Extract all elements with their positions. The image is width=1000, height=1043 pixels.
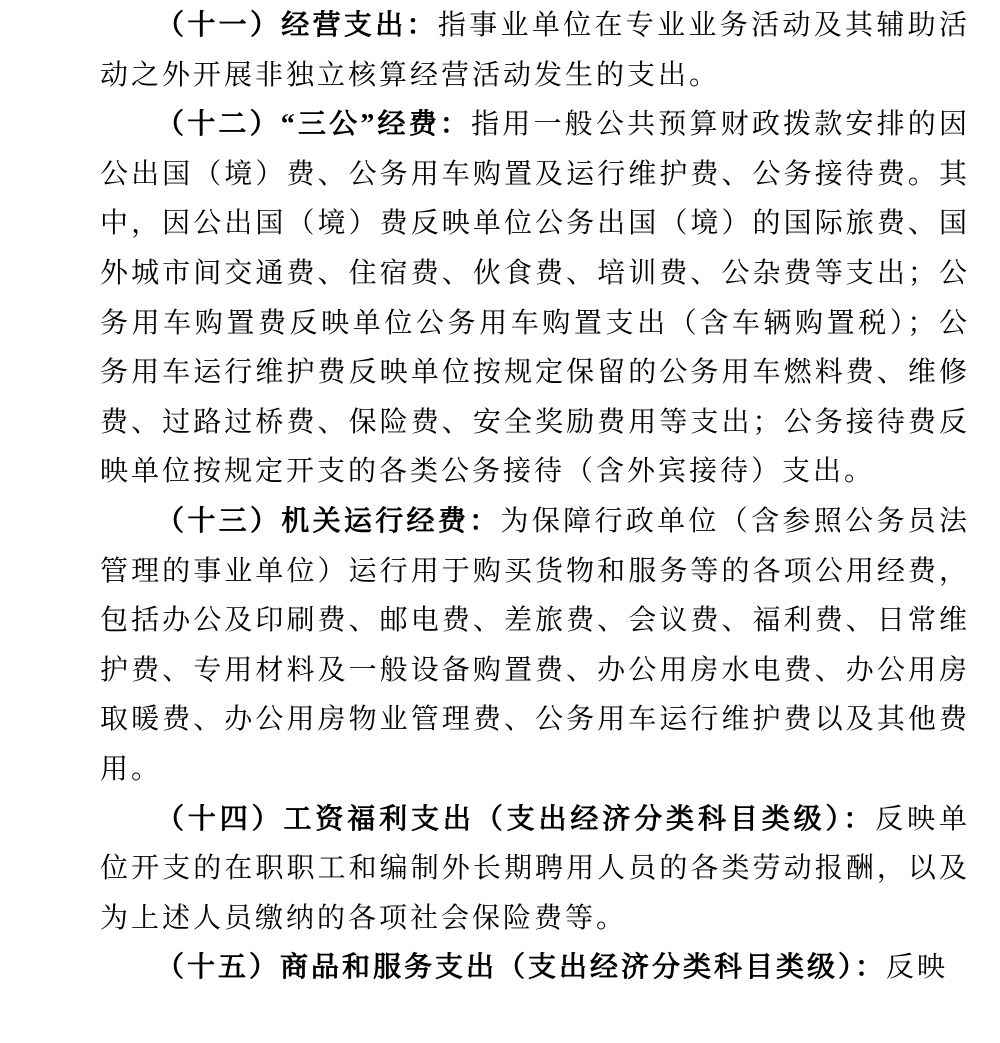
paragraph-heading: （十四）工资福利支出（支出经济分类科目类级）： <box>156 803 876 835</box>
paragraph-heading: （十三）机关运行经费： <box>156 505 501 537</box>
paragraph-body: 反映 <box>886 952 949 984</box>
paragraph-heading: （十五）商品和服务支出（支出经济分类科目类级）： <box>156 952 887 984</box>
paragraph-body: 为保障行政单位（含参照公务员法管理的事业单位）运行用于购买货物和服务等的各项公用经费，包括办公及印刷费、邮电费、差旅费、会议费、福利费、日常维护费、专用材料及一般设备购置费、办公用房水电费、办公用房取暖费、办公用房物业管理费、公务用车运行维护费以及其他费用。 <box>100 505 970 785</box>
paragraph-heading: （十一）经营支出： <box>156 10 438 41</box>
paragraph-body: 指事业单位在专业业务活动及其辅助活动之外开展非独立核算经营活动发生的支出。 <box>100 10 970 91</box>
paragraph-item-12 <box>100 100 970 497</box>
paragraph-item-11 <box>100 1 970 100</box>
paragraph-body: 指用一般公共预算财政拨款安排的因公出国（境）费、公务用车购置及运行维护费、公务接待费。其中，因公出国（境）费反映单位公务出国（境）的国际旅费、国外城市间交通费、住宿费、伙食费、培训费、公杂费等支出；公务用车购置费反映单位公务用车购置支出（含车辆购置税）；公务用车运行维护费反映单位按规定保留的公务用车燃料费、维修费、过路过桥费、保险费、安全奖励费用等支出；公务接待费反映单位按规定开支的各类公务接待（含外宾接待）支出。 <box>100 109 970 488</box>
paragraph-item-13 <box>100 497 970 795</box>
paragraph-item-15 <box>100 943 970 993</box>
paragraph-body: 反映单位开支的在职职工和编制外长期聘用人员的各类劳动报酬，以及为上述人员缴纳的各项社会保险费等。 <box>100 803 970 934</box>
paragraph-heading: （十二）“三公”经费： <box>156 109 472 141</box>
paragraph-item-14 <box>100 795 970 944</box>
